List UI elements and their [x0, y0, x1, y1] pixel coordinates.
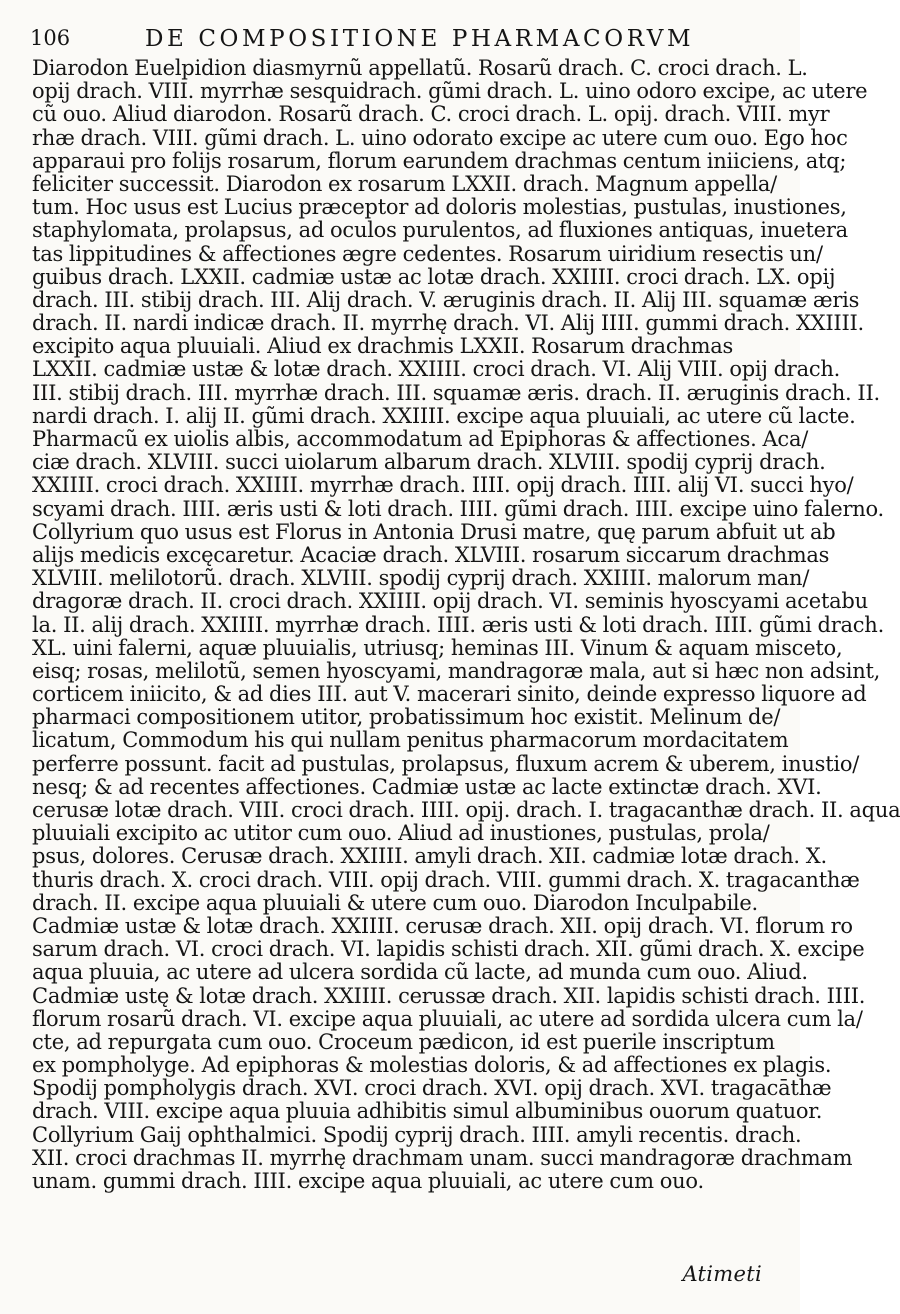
text-line: opij drach. VIII. myrrhæ sesquidrach. gũmi drach. L. uino odoro excipe, ac utere	[32, 79, 868, 104]
text-line: apparaui pro folijs rosarum, florum earundem drachmas centum iniiciens, atq;	[32, 148, 847, 173]
text-line: cũ ouo. Aliud diarodon. Rosarũ drach. C. croci drach. L. opij. drach. VIII. myr	[32, 102, 830, 127]
text-line: Diarodon Euelpidion diasmyrnũ appellatũ. Rosarũ drach. C. croci drach. L.	[32, 56, 808, 80]
text-line: XII. croci drachmas II. myrrhę drachmam unam. succi mandragoræ drachmam	[32, 1145, 853, 1170]
text-line: nardi drach. I. alij II. gũmi drach. XXIIII. excipe aqua pluuiali, ac utere cũ lacte.	[32, 403, 856, 428]
text-line: Spodij pompholygis drach. XVI. croci drach. XVI. opij drach. XVI. tragacāthæ	[32, 1076, 832, 1101]
text-line: III. stibij drach. III. myrrhæ drach. III. squamæ æris. drach. II. æruginis drach. II.	[32, 380, 880, 405]
text-line: tas lippitudines & affectiones ægre cedentes. Rosarum uiridium resectis un/	[32, 241, 823, 266]
text-line: la. II. alij drach. XXIIII. myrrhæ drach. IIII. æris usti & loti drach. IIII. gũmi drach.	[32, 612, 884, 637]
text-line: Cadmiæ ustæ & lotæ drach. XXIIII. cerusæ drach. XII. opij drach. VI. florum ro	[32, 913, 853, 938]
text-line: Pharmacũ ex uiolis albis, accommodatum ad Epiphoras & affectiones. Aca/	[32, 427, 809, 451]
text-line: tum. Hoc usus est Lucius præceptor ad doloris molestias, pustulas, inustiones,	[32, 195, 847, 220]
text-line: thuris drach. X. croci drach. VIII. opij drach. VIII. gummi drach. X. tragacanthæ	[32, 867, 860, 892]
text-line: florum rosarũ drach. VI. excipe aqua pluuiali, ac utere ad sordida ulcera cum la/	[32, 1006, 863, 1031]
pharmacy-text-block	[32, 56, 900, 1193]
text-line: XXIIII. croci drach. XXIIII. myrrhæ drach. IIII. opij drach. IIII. alij VI. succi hyo/	[32, 473, 854, 498]
text-line: Collyrium Gaij ophthalmici. Spodij cyprij drach. IIII. amyli recentis. drach.	[32, 1122, 802, 1147]
text-line: corticem iniicito, & ad dies III. aut V. macerari sinito, deinde expresso liquore ad	[32, 682, 867, 707]
page-number: 106	[30, 26, 71, 50]
text-line: unam. gummi drach. IIII. excipe aqua pluuiali, ac utere cum ouo.	[32, 1169, 704, 1193]
text-line: Collyrium quo usus est Florus in Antonia Drusi matre, quę parum abfuit ut ab	[32, 519, 836, 544]
catchword: Atimeti	[682, 1262, 762, 1286]
running-head	[30, 26, 775, 56]
text-line: aqua pluuia, ac utere ad ulcera sordida cũ lacte, ad munda cum ouo. Aliud.	[32, 960, 808, 985]
text-line: nesq; & ad recentes affectiones. Cadmiæ ustæ ac lacte extinctæ drach. XVI.	[32, 774, 822, 799]
text-line: XL. uini falerni, aquæ pluuialis, utriusq; heminas III. Vinum & aquam misceto,	[32, 635, 843, 660]
text-line: cte, ad repurgata cum ouo. Croceum pædicon, id est puerile inscriptum	[32, 1029, 775, 1054]
text-line: pluuiali excipito ac utitor cum ouo. Aliud ad inustiones, pustulas, prola/	[32, 821, 770, 846]
text-line: dragoræ drach. II. croci drach. XXIIII. opij drach. VI. seminis hyoscyami acetabu	[32, 589, 868, 614]
text-line: psus, dolores. Cerusæ drach. XXIIII. amyli drach. XII. cadmiæ lotæ drach. X.	[32, 844, 827, 869]
text-line: rhæ drach. VIII. gũmi drach. L. uino odorato excipe ac utere cum ouo. Ego hoc	[32, 125, 848, 150]
text-line: licatum, Commodum his qui nullam penitus pharmacorum mordacitatem	[32, 728, 789, 753]
text-line: scyami drach. IIII. æris usti & loti drach. IIII. gũmi drach. IIII. excipe uino falerno.	[32, 496, 884, 521]
running-title: DE COMPOSITIONE PHARMACORVM	[145, 26, 695, 52]
text-line: pharmaci compositionem utitor, probatissimum hoc existit. Melinum de/	[32, 705, 781, 730]
text-line: drach. II. nardi indicæ drach. II. myrrhę drach. VI. Alij IIII. gummi drach. XXIIII.	[32, 311, 864, 336]
text-line: perferre possunt. facit ad pustulas, prolapsus, fluxum acrem & uberem, inustio/	[32, 751, 860, 776]
text-line: feliciter successit. Diarodon ex rosarum LXXII. drach. Magnum appella/	[32, 171, 778, 196]
text-line: staphylomata, prolapsus, ad oculos purulentos, ad fluxiones antiquas, inuetera	[32, 218, 848, 243]
text-line: LXXII. cadmiæ ustæ & lotæ drach. XXIIII. croci drach. VI. Alij VIII. opij drach.	[32, 357, 841, 382]
text-line: excipito aqua pluuiali. Aliud ex drachmis LXXII. Rosarum drachmas	[32, 334, 734, 359]
text-line: alijs medicis excęcaretur. Acaciæ drach. XLVIII. rosarum siccarum drachmas	[32, 542, 830, 567]
text-line: cerusæ lotæ drach. VIII. croci drach. IIII. opij. drach. I. tragacanthæ drach. II. aqua	[32, 798, 900, 822]
text-line: drach. VIII. excipe aqua pluuia adhibitis simul albuminibus ouorum quatuor.	[32, 1099, 823, 1124]
text-line: drach. III. stibij drach. III. Alij drach. V. æruginis drach. II. Alij III. squamæ æris	[32, 287, 860, 312]
text-line: guibus drach. LXXII. cadmiæ ustæ ac lotæ drach. XXIIII. croci drach. LX. opij	[32, 264, 836, 289]
text-line: XLVIII. melilotorũ. drach. XLVIII. spodij cyprij drach. XXIIII. malorum man/	[32, 566, 810, 591]
text-line: Cadmiæ ustę & lotæ drach. XXIIII. cerussæ drach. XII. lapidis schisti drach. IIII.	[32, 983, 866, 1008]
text-line: ex pompholyge. Ad epiphoras & molestias doloris, & ad affectiones ex plagis.	[32, 1053, 832, 1078]
text-line: eisq; rosas, melilotũ, semen hyoscyami, mandragoræ mala, aut si hæc non adsint,	[32, 658, 881, 683]
text-line: sarum drach. VI. croci drach. VI. lapidis schisti drach. XII. gũmi drach. X. excipe	[32, 937, 865, 962]
text-line: drach. II. excipe aqua pluuiali & utere cum ouo. Diarodon Inculpabile.	[32, 890, 758, 915]
text-line: ciæ drach. XLVIII. succi uiolarum albarum drach. XLVIII. spodij cyprij drach.	[32, 450, 826, 475]
